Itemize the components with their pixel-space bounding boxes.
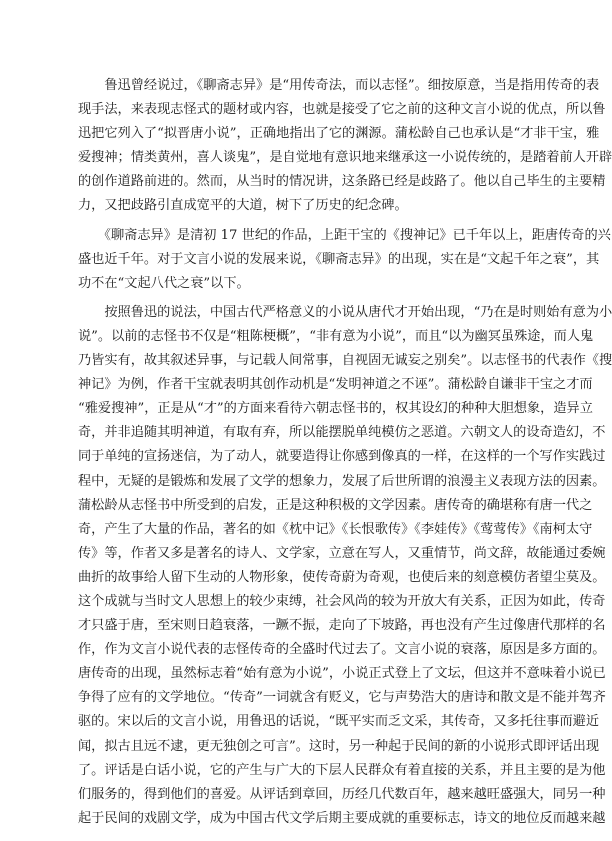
text-line: 程中，无疑的是锻炼和发展了文学的想象力，发展了后世所谓的浪漫主义表现方法的因素。 [78, 473, 606, 489]
text-line: 同于单纯的宣扬迷信，为了动人，就要造得让你感到像真的一样，在这样的一个写作实践过 [78, 449, 606, 465]
text-line: 现手法，来表现志怪式的题材或内容，也就是接受了它之前的这种文言小说的优点，所以鲁 [78, 102, 606, 118]
text-line: 奇，产生了大量的作品，著名的如《枕中记》《长恨歌传》《李娃传》《莺莺传》《南柯太守 [78, 521, 593, 537]
text-line: 传》等，作者又多是著名的诗人、文学家，立意在写人，又重情节，尚文辞，故能通过委婉 [78, 545, 606, 561]
paragraph-1 [78, 74, 612, 219]
text-line: 力，又把歧路引直成宽平的大道，树下了历史的纪念碑。 [78, 198, 408, 214]
text-line: 们服务的，得到他们的喜爱。从评话到章回，历经几代数百年，越来越旺盛强大，同另一种 [78, 786, 606, 802]
text-line: 唐传奇的出现，虽然标志着“始有意为小说”，小说正式登上了文坛，但这并不意味着小说已 [78, 666, 606, 682]
text-line: 曲折的故事给人留下生动的人物形象，使传奇蔚为奇观，也使后来的刻意模仿者望尘莫及。 [78, 569, 606, 585]
text-line: 鲁迅曾经说过，《聊斋志异》是“用传奇法，而以志怪”。细按原意，当是指用传奇的表 [78, 78, 600, 93]
text-line: 盛也近千年。对于文言小说的发展来说，《聊斋志异》的出现，实在是“文起千年之衰”，其 [78, 251, 600, 267]
text-line: 《聊斋志异》是清初 17 世纪的作品，上距干宝的《搜神记》已千年以上，距唐传奇的兴 [78, 227, 611, 243]
text-line: 才只盛于唐，至宋则日趋衰落，一蹶不振，走向了下坡路，再也没有产生过像唐代那样的名 [78, 618, 606, 634]
text-line: 蒲松龄从志怪书中所受到的启发，正是这种积极的文学因素。唐传奇的确堪称有唐一代之 [78, 497, 593, 513]
text-line: 这个成就与当时文人思想上的较少束缚，社会风尚的较为开放大有关系，正因为如此，传奇 [78, 593, 606, 609]
text-line: 神记》为例，作者干宝就表明其创作动机是“发明神道之不诬”。蒲松龄自谦非干宝之才而 [78, 377, 593, 393]
text-line: 爱搜神；情类黄州，喜人谈鬼”，是自觉地有意识地来继承这一小说传统的，是踏着前人开辟 [78, 150, 612, 166]
text-line: 作，作为文言小说代表的志怪传奇的全盛时代过去了。文言小说的衰落，原因是多方面的。 [78, 642, 606, 658]
text-line: 乃皆实有，故其叙述异事，与记载人间常事，自视固无诚妄之别矣”。以志怪书的代表作《搜 [78, 353, 612, 369]
text-line: 奇，并非追随其明神道，有取有弃，所以能摆脱单纯模仿之恶道。六朝文人的设奇造幻，不 [78, 425, 606, 441]
text-line: 起于民间的戏剧文学，成为中国古代文学后期主要成就的重要标志，诗文的地位反而越来越 [78, 810, 606, 826]
text-line: “雅爱搜神”，正是从“才”的方面来看待六朝志怪书的，权其设幻的种种大胆想象，造异立 [78, 401, 593, 417]
text-line: 功不在“文起八代之衰”以下。 [78, 275, 250, 291]
text-line: 争得了应有的文学地位。“传奇”一词就含有贬义，它与声势浩大的唐诗和散文是不能并驾齐 [78, 690, 606, 706]
text-line: 了。评话是白话小说，它的产生与广大的下层人民群众有着直接的关系，并且主要的是为他 [78, 762, 606, 778]
text-line: 按照鲁迅的说法，中国古代严格意义的小说从唐代才开始出现，“乃在是时则始有意为小 [78, 304, 612, 320]
text-line: 闻，拟古且远不逮，更无独创之可言”。这时，另一种起于民间的新的小说形式即评话出现 [78, 738, 600, 754]
document-page [78, 74, 612, 831]
paragraph-2 [78, 224, 611, 296]
text-line: 说”。以前的志怪书不仅是“粗陈梗概”，“非有意为小说”，而且“以为幽冥虽殊途，而人鬼 [78, 328, 594, 344]
text-line: 驱的。宋以后的文言小说，用鲁迅的话说，“既平实而乏文采，其传奇，又多托往事而避近 [78, 714, 600, 730]
text-line: 迅把它列入了“拟晋唐小说”，正确地指出了它的渊源。蒲松龄自己也承认是“才非干宝，雅 [78, 126, 600, 142]
paragraph-3 [78, 301, 612, 831]
text-line: 的创作道路前进的。然而，从当时的情况讲，这条路已经是歧路了。他以自己毕生的主要精 [78, 174, 606, 190]
